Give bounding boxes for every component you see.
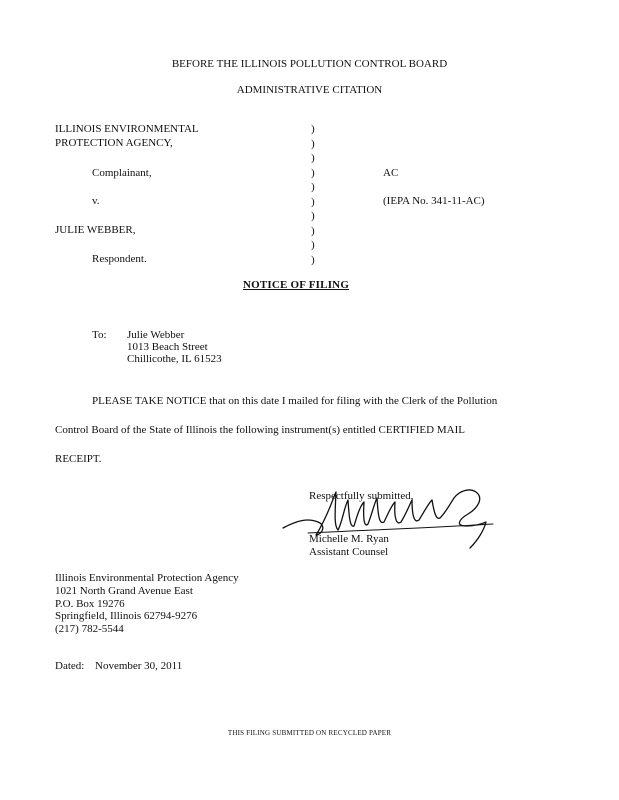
caption-paren: ) bbox=[311, 224, 315, 237]
addressee-name: Julie Webber bbox=[127, 329, 185, 341]
agency-phone: (217) 782-5544 bbox=[55, 623, 124, 635]
document-title: NOTICE OF FILING bbox=[243, 279, 350, 291]
agency-name: Illinois Environmental Protection Agency bbox=[55, 572, 239, 584]
citation-heading: ADMINISTRATIVE CITATION bbox=[236, 84, 383, 96]
agency-city: Springfield, Illinois 62794-9276 bbox=[55, 610, 198, 622]
caption-paren: ) bbox=[311, 152, 315, 164]
addressee-street: 1013 Beach Street bbox=[127, 341, 208, 353]
complainant-name-line2: PROTECTION AGENCY, bbox=[55, 137, 173, 149]
caption-paren: ) bbox=[311, 210, 315, 222]
caption-paren: ) bbox=[311, 239, 315, 251]
recycled-paper-footer: THIS FILING SUBMITTED ON RECYCLED PAPER bbox=[227, 729, 392, 737]
agency-street: 1021 North Grand Avenue East bbox=[55, 585, 193, 597]
case-type: AC bbox=[383, 167, 399, 179]
caption-paren: ) bbox=[311, 137, 315, 150]
dated-label: Dated: bbox=[55, 660, 85, 672]
complainant-name-line1: ILLINOIS ENVIRONMENTAL bbox=[55, 123, 199, 135]
signer-title: Assistant Counsel bbox=[309, 546, 389, 558]
caption-paren: ) bbox=[311, 166, 315, 179]
to-label: To: bbox=[92, 329, 107, 341]
notice-body-line3: RECEIPT. bbox=[55, 453, 102, 465]
caption-paren: ) bbox=[311, 253, 315, 266]
notice-body-line1: PLEASE TAKE NOTICE that on this date I mailed for filing with the Clerk of the Pollution bbox=[92, 395, 498, 407]
board-heading: BEFORE THE ILLINOIS POLLUTION CONTROL BOARD bbox=[171, 58, 448, 70]
dated-value: November 30, 2011 bbox=[95, 660, 183, 672]
addressee-city: Chillicothe, IL 61523 bbox=[127, 353, 222, 365]
signer-name: Michelle M. Ryan bbox=[309, 533, 389, 545]
versus-label: v. bbox=[92, 195, 100, 207]
agency-po-box: P.O. Box 19276 bbox=[55, 598, 125, 610]
caption-paren: ) bbox=[311, 181, 315, 193]
caption-paren: ) bbox=[311, 123, 315, 135]
complainant-role: Complainant, bbox=[92, 167, 152, 179]
respondent-name: JULIE WEBBER, bbox=[55, 224, 136, 236]
caption-paren-column bbox=[311, 122, 315, 267]
respondent-role: Respondent. bbox=[92, 253, 147, 265]
caption-paren: ) bbox=[311, 195, 315, 208]
closing-text: Respectfully submitted, bbox=[309, 490, 414, 502]
notice-body-line2: Control Board of the State of Illinois the following instrument(s) entitled CERTIFIED MAIL bbox=[55, 424, 465, 436]
iepa-number: (IEPA No. 341-11-AC) bbox=[383, 195, 485, 207]
